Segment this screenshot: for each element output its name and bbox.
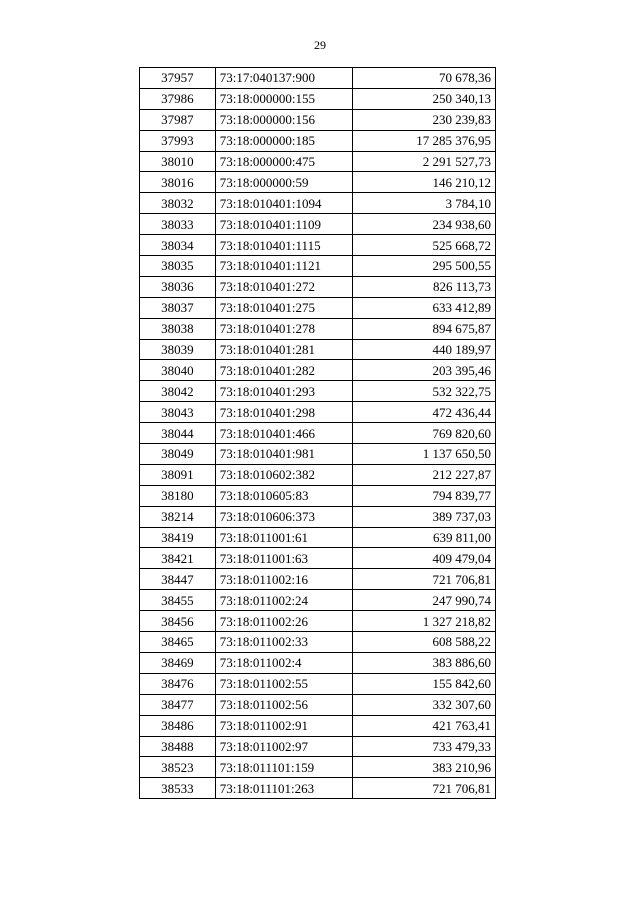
cadastral-value-cell: 721 706,81: [353, 778, 496, 799]
cadastral-value-cell: 608 588,22: [353, 632, 496, 653]
row-number-cell: 38465: [140, 632, 216, 653]
row-number-cell: 38033: [140, 214, 216, 235]
row-number-cell: 38455: [140, 590, 216, 611]
cadastral-number-cell: 73:18:011002:97: [215, 736, 353, 757]
table-row: [140, 485, 496, 506]
table-row: [140, 611, 496, 632]
cadastral-value-cell: 383 210,96: [353, 757, 496, 778]
row-number-cell: 38010: [140, 151, 216, 172]
cadastral-number-cell: 73:18:010605:83: [215, 485, 353, 506]
table-row: [140, 276, 496, 297]
row-number-cell: 38044: [140, 423, 216, 444]
cadastral-value-cell: 247 990,74: [353, 590, 496, 611]
cadastral-number-cell: 73:18:011101:263: [215, 778, 353, 799]
table-row: [140, 694, 496, 715]
cadastral-value-cell: 17 285 376,95: [353, 130, 496, 151]
row-number-cell: 38049: [140, 444, 216, 465]
cadastral-value-cell: 3 784,10: [353, 193, 496, 214]
table-body: [140, 68, 496, 799]
cadastral-number-cell: 73:18:000000:475: [215, 151, 353, 172]
row-number-cell: 38447: [140, 569, 216, 590]
cadastral-value-cell: 234 938,60: [353, 214, 496, 235]
cadastral-number-cell: 73:18:010401:281: [215, 339, 353, 360]
cadastral-number-cell: 73:18:010606:373: [215, 506, 353, 527]
table-row: [140, 590, 496, 611]
cadastral-number-cell: 73:18:000000:185: [215, 130, 353, 151]
cadastral-number-cell: 73:18:010401:293: [215, 381, 353, 402]
cadastral-number-cell: 73:17:040137:900: [215, 68, 353, 89]
cadastral-value-cell: 633 412,89: [353, 297, 496, 318]
row-number-cell: 38043: [140, 402, 216, 423]
cadastral-number-cell: 73:18:010401:1094: [215, 193, 353, 214]
cadastral-value-cell: 409 479,04: [353, 548, 496, 569]
cadastral-value-cell: 389 737,03: [353, 506, 496, 527]
row-number-cell: 37987: [140, 109, 216, 130]
row-number-cell: 38034: [140, 235, 216, 256]
table-row: [140, 193, 496, 214]
cadastral-value-cell: 733 479,33: [353, 736, 496, 757]
table-row: [140, 506, 496, 527]
cadastral-number-cell: 73:18:011002:4: [215, 652, 353, 673]
table-row: [140, 736, 496, 757]
cadastral-value-cell: 146 210,12: [353, 172, 496, 193]
table-row: [140, 715, 496, 736]
cadastral-value-cell: 1 137 650,50: [353, 444, 496, 465]
row-number-cell: 38091: [140, 464, 216, 485]
cadastral-number-cell: 73:18:010401:275: [215, 297, 353, 318]
table-row: [140, 256, 496, 277]
table-row: [140, 381, 496, 402]
cadastral-value-cell: 794 839,77: [353, 485, 496, 506]
table-row: [140, 88, 496, 109]
cadastral-value-cell: 532 322,75: [353, 381, 496, 402]
row-number-cell: 38180: [140, 485, 216, 506]
row-number-cell: 38469: [140, 652, 216, 673]
cadastral-value-cell: 155 842,60: [353, 673, 496, 694]
table-row: [140, 172, 496, 193]
cadastral-number-cell: 73:18:011002:91: [215, 715, 353, 736]
cadastral-value-cell: 295 500,55: [353, 256, 496, 277]
cadastral-number-cell: 73:18:011002:24: [215, 590, 353, 611]
cadastral-number-cell: 73:18:011002:56: [215, 694, 353, 715]
row-number-cell: 38456: [140, 611, 216, 632]
table-row: [140, 548, 496, 569]
cadastral-number-cell: 73:18:010401:1109: [215, 214, 353, 235]
table-row: [140, 297, 496, 318]
row-number-cell: 38036: [140, 276, 216, 297]
cadastral-value-cell: 472 436,44: [353, 402, 496, 423]
table-row: [140, 130, 496, 151]
cadastral-number-cell: 73:18:011002:16: [215, 569, 353, 590]
cadastral-number-cell: 73:18:010401:1121: [215, 256, 353, 277]
row-number-cell: 38042: [140, 381, 216, 402]
row-number-cell: 38523: [140, 757, 216, 778]
cadastral-value-table: [139, 67, 496, 799]
cadastral-number-cell: 73:18:011101:159: [215, 757, 353, 778]
table-row: [140, 423, 496, 444]
row-number-cell: 37986: [140, 88, 216, 109]
cadastral-number-cell: 73:18:010401:272: [215, 276, 353, 297]
cadastral-value-cell: 421 763,41: [353, 715, 496, 736]
row-number-cell: 38486: [140, 715, 216, 736]
table-row: [140, 673, 496, 694]
row-number-cell: 38039: [140, 339, 216, 360]
table-row: [140, 109, 496, 130]
row-number-cell: 37957: [140, 68, 216, 89]
table-row: [140, 360, 496, 381]
table-row: [140, 151, 496, 172]
cadastral-number-cell: 73:18:011002:33: [215, 632, 353, 653]
table-row: [140, 778, 496, 799]
cadastral-value-cell: 2 291 527,73: [353, 151, 496, 172]
cadastral-value-cell: 721 706,81: [353, 569, 496, 590]
table-row: [140, 527, 496, 548]
cadastral-value-cell: 769 820,60: [353, 423, 496, 444]
cadastral-number-cell: 73:18:000000:156: [215, 109, 353, 130]
row-number-cell: 38476: [140, 673, 216, 694]
cadastral-value-cell: 639 811,00: [353, 527, 496, 548]
cadastral-number-cell: 73:18:010401:466: [215, 423, 353, 444]
cadastral-number-cell: 73:18:010401:278: [215, 318, 353, 339]
table-row: [140, 402, 496, 423]
cadastral-number-cell: 73:18:010401:981: [215, 444, 353, 465]
table-row: [140, 339, 496, 360]
row-number-cell: 38533: [140, 778, 216, 799]
row-number-cell: 38016: [140, 172, 216, 193]
table-row: [140, 444, 496, 465]
table-row: [140, 652, 496, 673]
cadastral-number-cell: 73:18:011002:55: [215, 673, 353, 694]
row-number-cell: 37993: [140, 130, 216, 151]
cadastral-number-cell: 73:18:011002:26: [215, 611, 353, 632]
row-number-cell: 38488: [140, 736, 216, 757]
cadastral-value-cell: 230 239,83: [353, 109, 496, 130]
table-row: [140, 632, 496, 653]
cadastral-value-cell: 70 678,36: [353, 68, 496, 89]
table-row: [140, 464, 496, 485]
row-number-cell: 38037: [140, 297, 216, 318]
cadastral-value-cell: 1 327 218,82: [353, 611, 496, 632]
row-number-cell: 38419: [140, 527, 216, 548]
table-row: [140, 235, 496, 256]
cadastral-number-cell: 73:18:010602:382: [215, 464, 353, 485]
cadastral-number-cell: 73:18:010401:282: [215, 360, 353, 381]
cadastral-value-cell: 383 886,60: [353, 652, 496, 673]
cadastral-value-cell: 826 113,73: [353, 276, 496, 297]
cadastral-number-cell: 73:18:010401:298: [215, 402, 353, 423]
row-number-cell: 38032: [140, 193, 216, 214]
row-number-cell: 38038: [140, 318, 216, 339]
table-row: [140, 569, 496, 590]
cadastral-value-cell: 203 395,46: [353, 360, 496, 381]
cadastral-value-cell: 440 189,97: [353, 339, 496, 360]
cadastral-value-cell: 212 227,87: [353, 464, 496, 485]
row-number-cell: 38421: [140, 548, 216, 569]
row-number-cell: 38035: [140, 256, 216, 277]
cadastral-number-cell: 73:18:000000:59: [215, 172, 353, 193]
table-row: [140, 757, 496, 778]
row-number-cell: 38040: [140, 360, 216, 381]
table-row: [140, 214, 496, 235]
cadastral-number-cell: 73:18:011001:63: [215, 548, 353, 569]
row-number-cell: 38477: [140, 694, 216, 715]
cadastral-number-cell: 73:18:000000:155: [215, 88, 353, 109]
cadastral-value-cell: 894 675,87: [353, 318, 496, 339]
cadastral-number-cell: 73:18:010401:1115: [215, 235, 353, 256]
cadastral-value-cell: 250 340,13: [353, 88, 496, 109]
cadastral-number-cell: 73:18:011001:61: [215, 527, 353, 548]
cadastral-value-cell: 525 668,72: [353, 235, 496, 256]
table-row: [140, 68, 496, 89]
table-row: [140, 318, 496, 339]
cadastral-value-cell: 332 307,60: [353, 694, 496, 715]
page-number: 29: [314, 38, 326, 52]
row-number-cell: 38214: [140, 506, 216, 527]
